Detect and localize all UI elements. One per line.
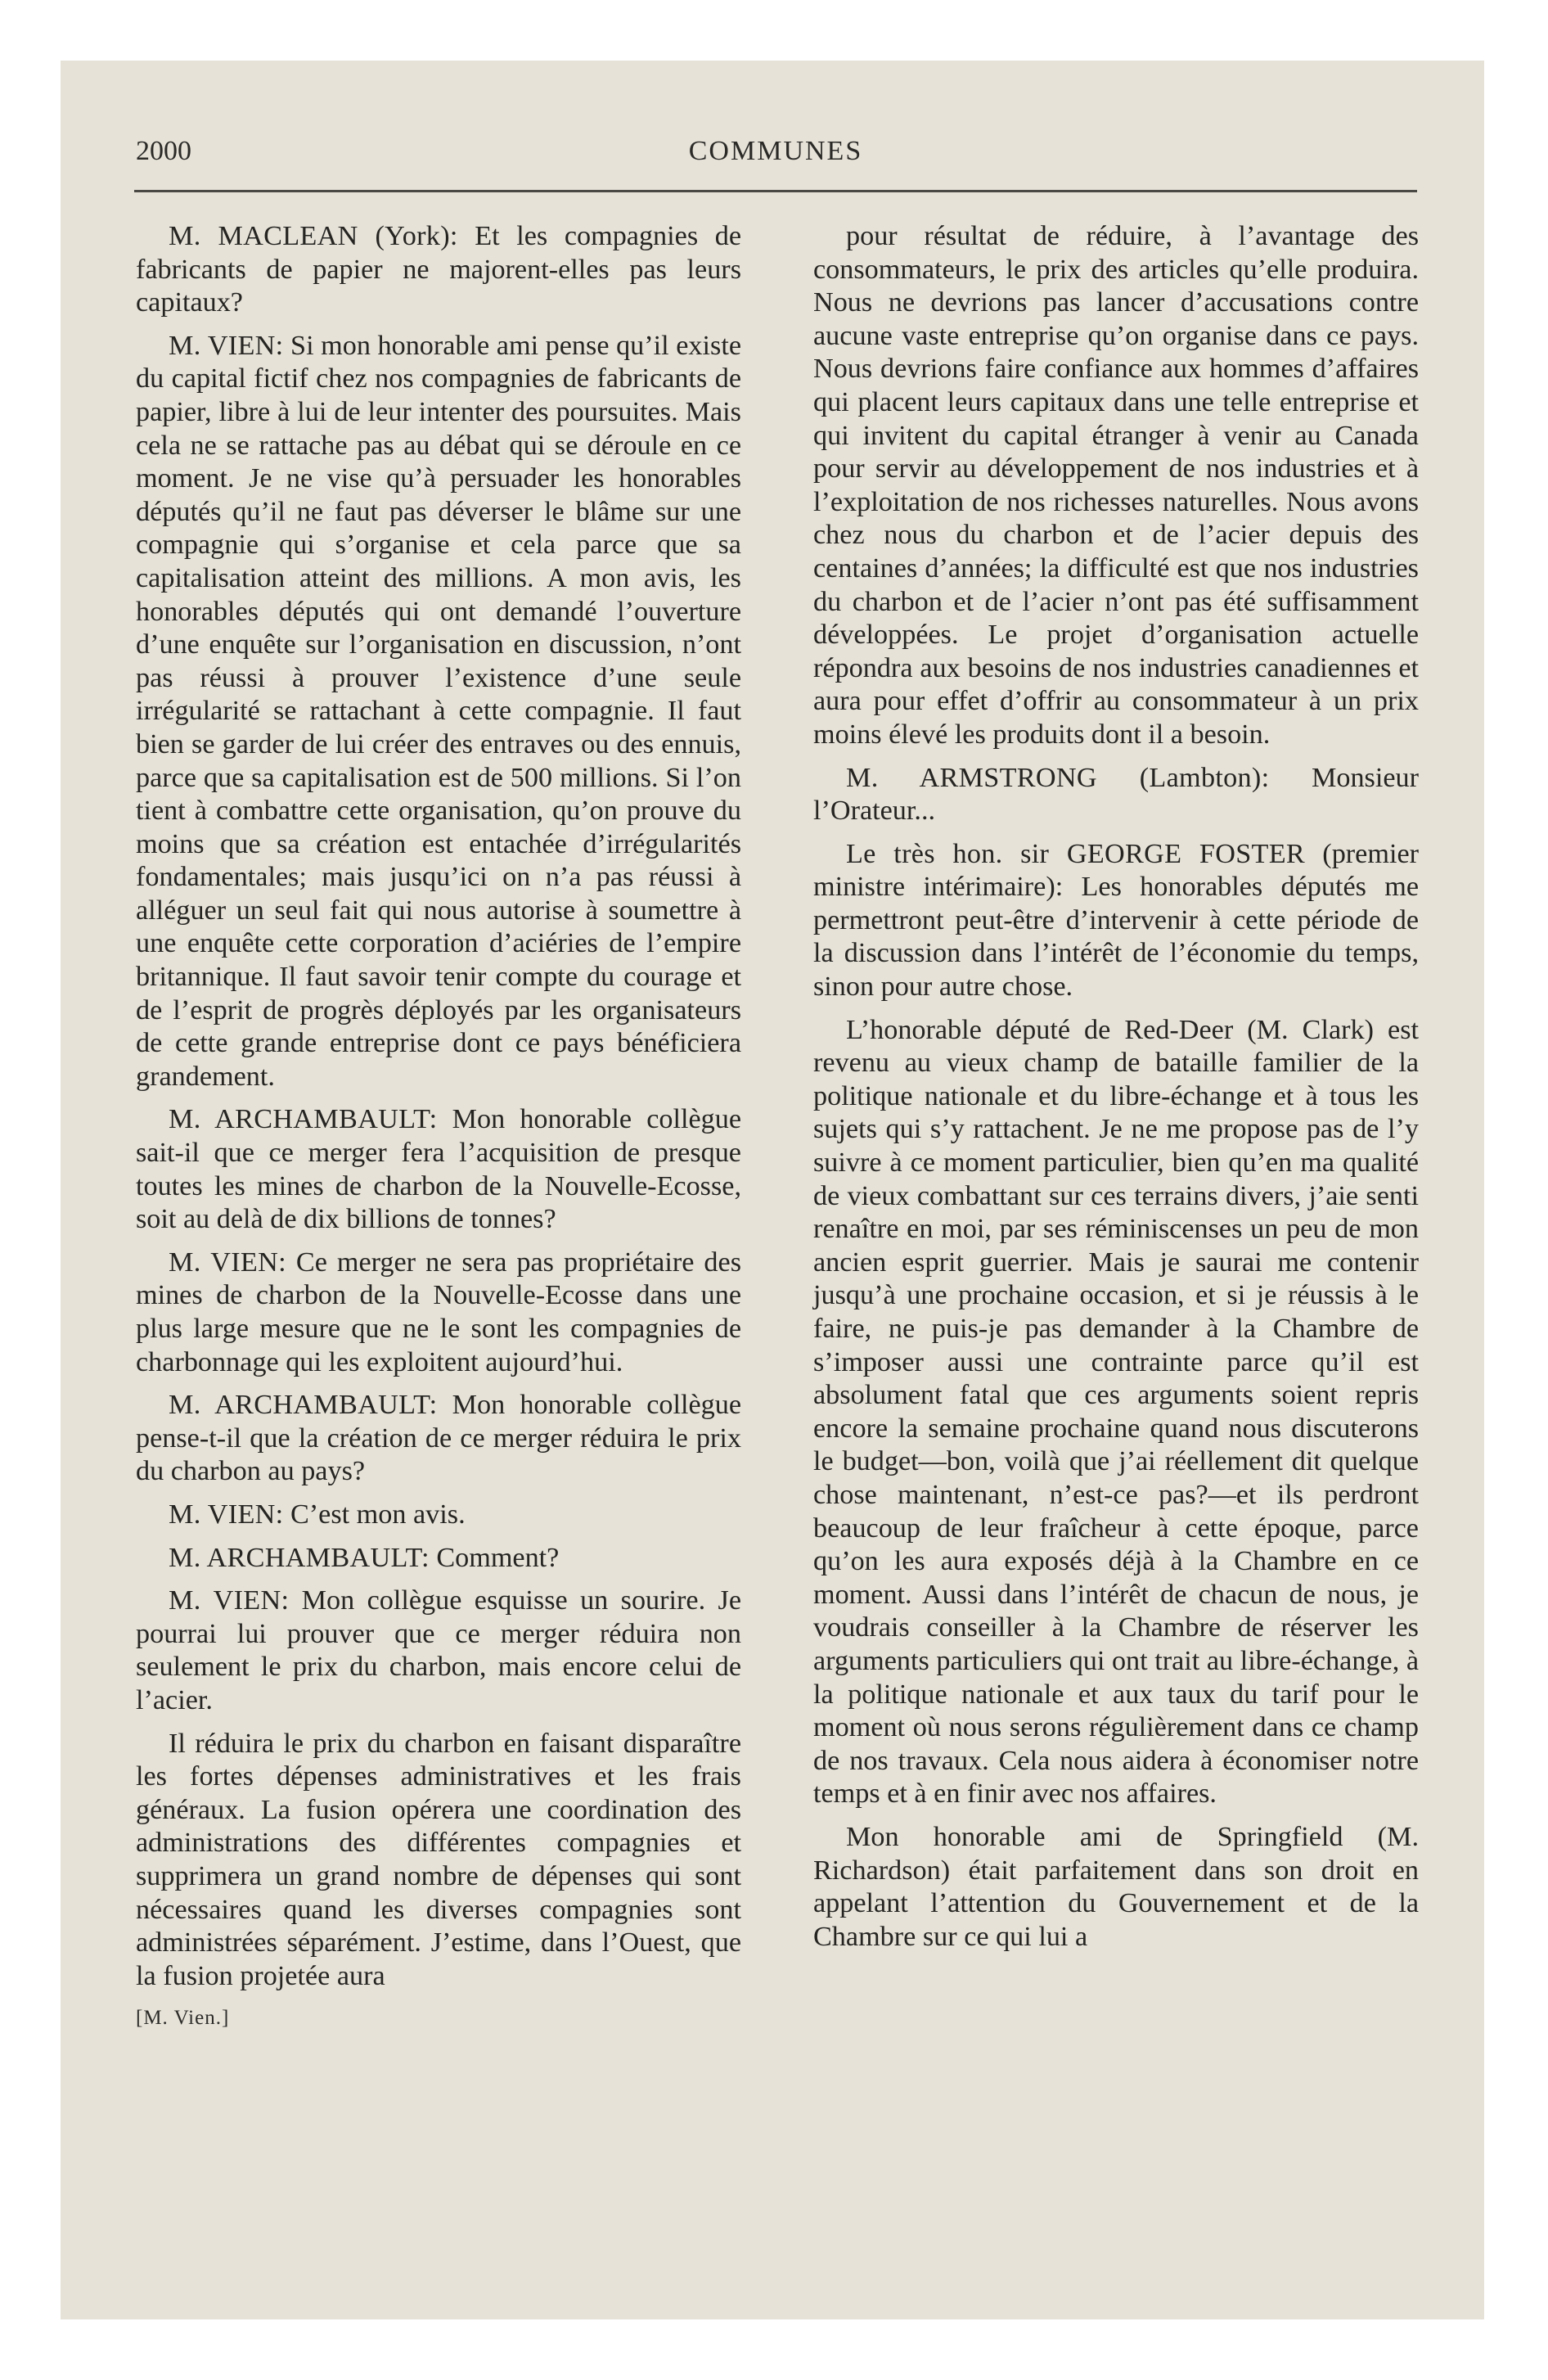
paragraph-text: Et les compagnies de fabricants de papier ne majorent-elles pas leurs capitaux? [136, 221, 741, 318]
paragraph-text: Monsieur l’Orateur... [813, 762, 1419, 827]
speaker-name: M. VIEN: [169, 1499, 284, 1530]
right-column [813, 220, 1419, 1963]
speaker-name: Le très hon. sir GEORGE FOSTER [846, 838, 1305, 869]
paragraph [136, 1542, 741, 1575]
paragraph [136, 1584, 741, 1717]
paragraph-text: Il réduira le prix du charbon en faisant disparaître les fortes dépenses administratives et les frais généraux. La fusion opérera une coordination des administrations des différentes compagnies et supprimera un grand nombre de dépenses qui sont nécessaires quand les diverses compagnies sont administrées séparément. J’estime, dans l’Ouest, que la fusion projetée aura [136, 1728, 741, 1991]
paragraph-text: Mon honorable collègue pense-t-il que la création de ce merger réduira le prix du charbon au pays? [136, 1390, 741, 1487]
speaker-name: M. VIEN: [169, 1585, 290, 1616]
paragraph-text: Ce merger ne sera pas propriétaire des mines de charbon de la Nouvelle-Ecosse dans une plus large mesure que ne le sont les compagnies de charbonnage qui les exploitent aujourd’hui. [136, 1246, 741, 1377]
paragraph [136, 1103, 741, 1236]
speaker-name: M. ARCHAMBAULT: [169, 1542, 430, 1573]
paragraph-text: Mon collègue esquisse un sourire. Je pourrai lui prouver que ce merger réduira non seulement le prix du charbon, mais encore celui de l’acier. [136, 1585, 741, 1715]
document-page [61, 61, 1484, 2319]
speaker-name: M. ARCHAMBAULT: [169, 1390, 438, 1421]
paragraph [813, 838, 1419, 1004]
speaker-name: M. MACLEAN (York): [169, 221, 458, 251]
paragraph [136, 1499, 741, 1532]
paragraph-text: Comment? [429, 1542, 560, 1573]
left-column [136, 220, 741, 2031]
running-title: COMMUNES [688, 136, 863, 166]
speaker-footnote: [M. Vien.] [136, 2007, 230, 2030]
paragraph [136, 1246, 741, 1379]
speaker-name: M. VIEN: [169, 1246, 286, 1278]
page-header [136, 136, 1415, 174]
paragraph [136, 1389, 741, 1489]
paragraph [813, 762, 1419, 828]
paragraph [813, 220, 1419, 752]
paragraph-text: L’honorable député de Red-Deer (M. Clark) est revenu au vieux champ de bataille familier de la politique nationale et du libre-échange et à tous les sujets qui s’y rattachent. Je ne me propose pas de l’y suivre à ce moment particulier, bien qu’en ma qualité de vieux combattant sur ces terrains divers, j’aie senti renaître en moi, par ses réminiscenses un peu de mon ancien esprit guerrier. Mais je saurai me contenir jusqu’à une prochaine occasion, et si je réussis à le faire, ne puis-je pas demander à la Chambre de s’imposer aussi une contrainte parce qu’il est absolument fatal que ces arguments soient repris encore la semaine prochaine quand nous discuterons le budget—bon, voilà que j’ai réellement dit quelque chose maintenant, n’est-ce pas?—et ils perdront beaucoup de leur fraîcheur à cette époque, parce qu’on les aura exposés déjà à la Chambre en ce moment. Aussi dans l’intérêt de chacun de nous, je voudrais conseiller à la Chambre de réserver les arguments particuliers qui ont trait au libre-échange, à la politique nationale et aux taux du tarif pour le moment où nous serons régulièrement dans ce champ de nos travaux. Cela nous aidera à économiser notre temps et à en finir avec nos affaires. [813, 1014, 1419, 1810]
speaker-name: M. VIEN: [169, 330, 284, 361]
paragraph [136, 220, 741, 320]
paragraph-text: Mon honorable collègue sait-il que ce merger fera l’acquisition de presque toutes les mines de charbon de la Nouvelle-Ecosse, soit au delà de dix billions de tonnes? [136, 1104, 741, 1235]
speaker-name: M. ARMSTRONG (Lambton): [846, 762, 1270, 793]
paragraph [813, 1821, 1419, 1954]
paragraph-text: pour résultat de réduire, à l’avantage des consommateurs, le prix des articles qu’elle produira. Nous ne devrions pas lancer d’accusations contre aucune vaste entreprise qu’on organise dans ce pays. Nous devrions faire confiance aux hommes d’affaires qui placent leurs capitaux dans une telle entreprise et qui invitent du capital étranger à venir au Canada pour servir au développement de nos industries et à l’exploitation de nos richesses naturelles. Nous avons chez nous du charbon et de l’acier depuis des centaines d’années; la difficulté est que nos industries du charbon et de l’acier n’ont pas été suffisamment développées. Le projet d’organisation actuelle répondra aux besoins de nos industries canadiennes et aura pour effet d’offrir au consommateur à un prix moins élevé les produits dont il a besoin. [813, 221, 1419, 750]
paragraph [813, 1014, 1419, 1811]
paragraph-text: (premier ministre intérimaire): Les honorables députés me permettront peut-être d’intervenir à cette période de la discussion dans l’intérêt de l’économie du temps, sinon pour autre chose. [813, 838, 1419, 1003]
paragraph-text: Si mon honorable ami pense qu’il existe du capital fictif chez nos compagnies de fabricants de papier, libre à lui de leur intenter des poursuites. Mais cela ne se rattache pas au débat qui se déroule en ce moment. Je ne vise qu’à persuader les honorables députés qu’il ne faut pas déverser le blâme sur une compagnie qui s’organise et cela parce que sa capitalisation atteint des millions. A mon avis, les honorables députés qui ont demandé l’ouverture d’une enquête sur l’organisation en discussion, n’ont pas réussi à prouver l’existence d’une seule irrégularité se rattachant à cette compagnie. Il faut bien se garder de lui créer des entraves ou des ennuis, parce que sa capitalisation est de 500 millions. Si l’on tient à combattre cette organisation, qu’on prouve du moins que sa création est entachée d’irrégularités fondamentales; mais jusqu’ici on n’a pas réussi à alléguer un seul fait qui nous autorise à soumettre à une enquête cette corporation d’aciéries de l’empire britannique. Il faut savoir tenir compte du courage et de l’esprit de progrès déployés par les organisateurs de cette grande entreprise dont ce pays bénéficiera grandement. [136, 330, 741, 1092]
paragraph [136, 1728, 741, 1994]
page-number: 2000 [136, 136, 191, 166]
speaker-name: M. ARCHAMBAULT: [169, 1104, 438, 1135]
header-divider [134, 190, 1417, 192]
paragraph-text: Mon honorable ami de Springfield (M. Richardson) était parfaitement dans son droit en appelant l’attention du Gouvernement et de la Chambre sur ce qui lui a [813, 1821, 1419, 1952]
paragraph [136, 330, 741, 1094]
paragraph-text: C’est mon avis. [283, 1499, 466, 1530]
